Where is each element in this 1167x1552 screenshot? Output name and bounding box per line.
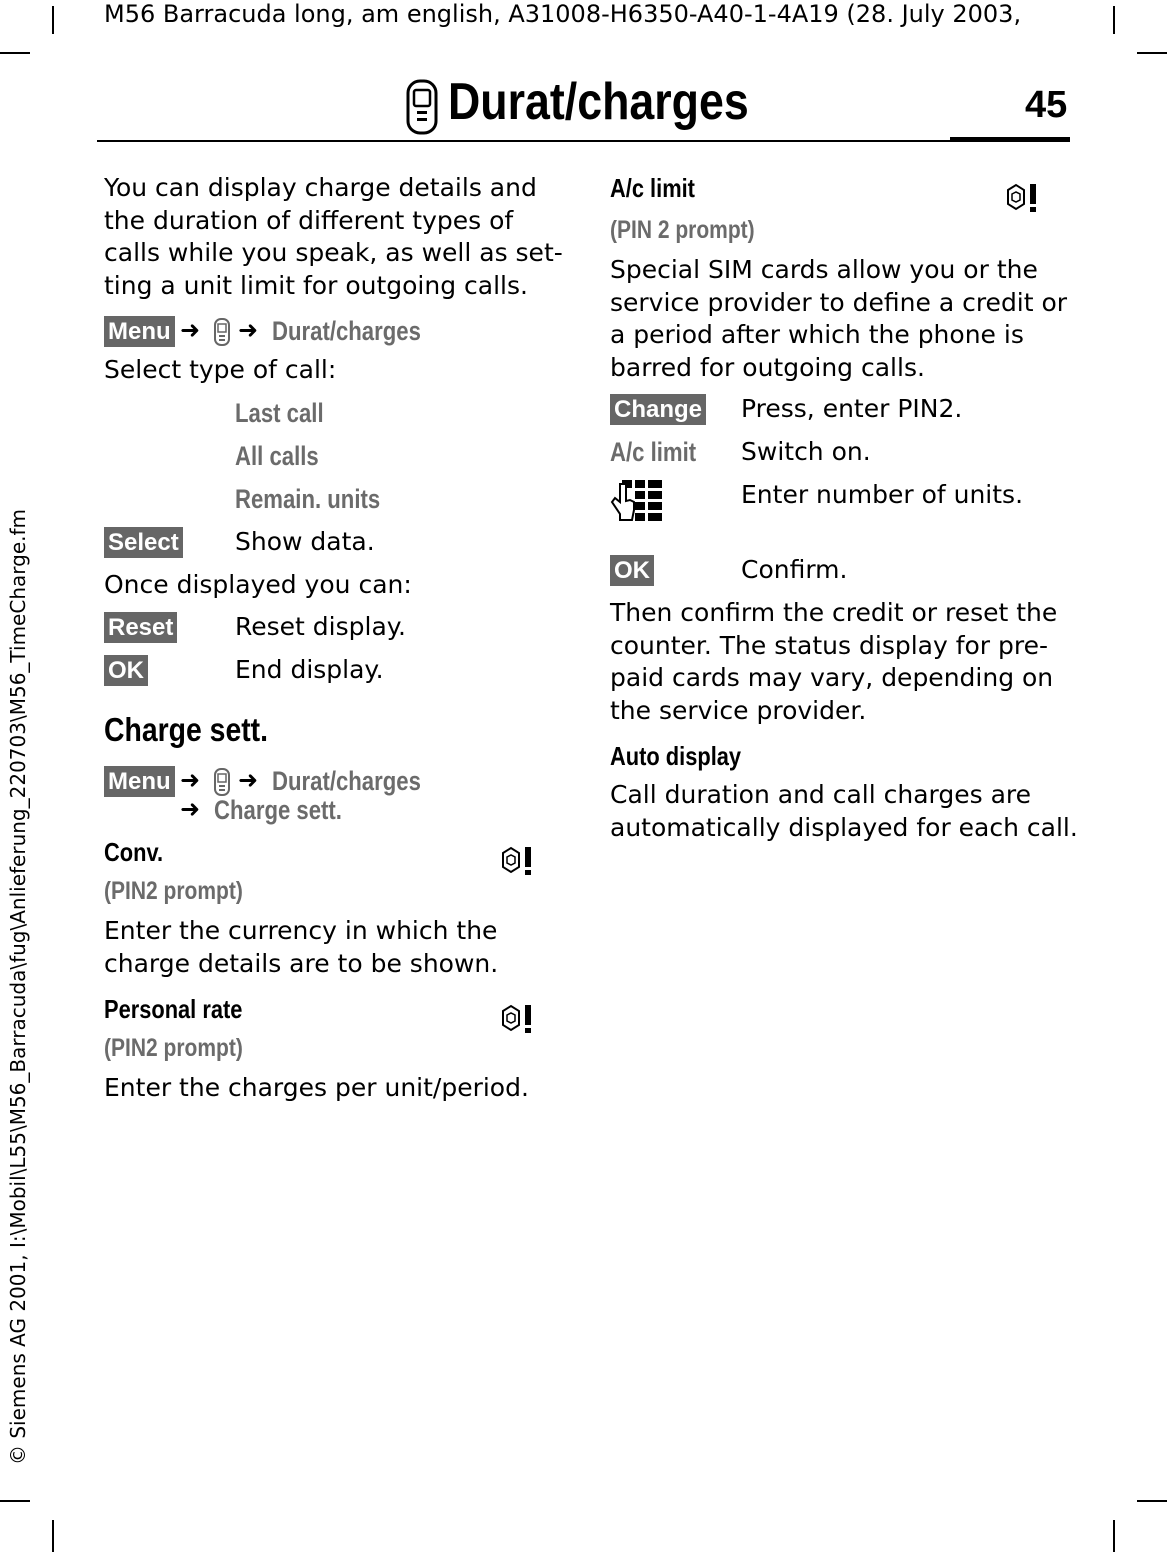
conv-prompt: (PIN2 prompt) [104, 877, 243, 905]
ok-desc: Confirm. [741, 555, 848, 584]
page-number-rule [950, 137, 1070, 142]
limit-prompt: (PIN 2 prompt) [610, 216, 755, 244]
text-line: You can display charge details and [104, 173, 537, 202]
text-line: service provider to define a credit or [610, 287, 1068, 317]
running-head: M56 Barracuda long, am english, A31008-H6350-A40-1-4A19 (28. July 2003, [104, 0, 1022, 28]
arrow-icon: ➜ [238, 766, 259, 794]
auto-title: Auto display [610, 741, 742, 771]
arrow-icon: ➜ [180, 795, 201, 823]
crop-mark [1113, 1520, 1115, 1552]
menu-key: Menu [104, 766, 175, 797]
text-line: barred for outgoing calls. [610, 352, 925, 382]
text-line: Call duration and call charges are [610, 780, 1032, 809]
menu-target: Durat/charges [272, 766, 421, 796]
page-number: 45 [1025, 84, 1068, 126]
ok-desc: End display. [235, 655, 384, 684]
crop-mark [52, 6, 54, 34]
conv-text [104, 915, 498, 980]
menu-path-2 [104, 766, 544, 830]
limit-text [610, 254, 1067, 384]
select-key: Select [104, 527, 183, 558]
title-rule [97, 140, 1070, 142]
text-line: Then confirm the credit or reset the [610, 598, 1058, 627]
rate-title: Personal rate [104, 994, 243, 1024]
crop-mark [0, 1500, 30, 1502]
once-displayed-text: Once displayed you can: [104, 570, 412, 599]
crop-mark [1137, 52, 1167, 54]
arrow-icon: ➜ [180, 766, 201, 794]
keypad-desc: Enter number of units. [741, 480, 1024, 509]
keypad-icon [610, 480, 664, 538]
change-desc: Press, enter PIN2. [741, 394, 963, 423]
select-desc: Show data. [235, 527, 375, 556]
text-line: paid cards may vary, depending on [610, 663, 1054, 692]
side-margin-text: © Siemens AG 2001, I:\Mobil\L55\M56_Barracuda\fug\Anlieferung_220703\M56_TimeCharge.fm [6, 508, 30, 1465]
menu-key: Menu [104, 316, 175, 347]
select-type-text: Select type of call: [104, 355, 337, 384]
ok-key: OK [104, 655, 148, 686]
text-line: Special SIM cards allow you or the [610, 255, 1038, 284]
text-line: a period after which the phone is [610, 320, 1024, 349]
sim-warning-icon [497, 845, 539, 877]
limit-label: A/c limit [610, 437, 697, 467]
rate-prompt: (PIN2 prompt) [104, 1034, 243, 1062]
phone-icon [405, 78, 439, 136]
section-heading: Charge sett. [104, 711, 269, 748]
text-line: Enter the currency in which the [104, 916, 498, 945]
change-key: Change [610, 394, 706, 425]
call-type-item: Last call [235, 398, 324, 428]
text-line: calls while you speak, as well as set- [104, 238, 563, 267]
crop-mark [52, 1520, 54, 1552]
rate-text [104, 1072, 529, 1105]
crop-mark [1113, 6, 1115, 34]
text-line: automatically displayed for each call. [610, 812, 1078, 842]
text-line: counter. The status display for pre- [610, 630, 1049, 660]
sim-warning-icon [497, 1003, 539, 1035]
text-line: the duration of different types of [104, 205, 514, 235]
intro-paragraph [104, 172, 563, 302]
crop-mark [1137, 1500, 1167, 1502]
arrow-icon: ➜ [180, 316, 201, 344]
page-title: Durat/charges [448, 73, 749, 131]
ok-key: OK [610, 555, 654, 586]
phone-icon [213, 317, 231, 347]
then-paragraph [610, 597, 1057, 727]
auto-text [610, 779, 1078, 844]
limit-desc: Switch on. [741, 437, 871, 466]
arrow-icon: ➜ [238, 316, 259, 344]
text-line: the service provider. [610, 695, 867, 725]
limit-title: A/c limit [610, 173, 695, 203]
text-line: charge details are to be shown. [104, 948, 499, 978]
call-type-item: All calls [235, 441, 319, 471]
phone-icon [213, 767, 231, 797]
reset-key: Reset [104, 612, 177, 643]
text-line: ting a unit limit for outgoing calls. [104, 270, 528, 300]
call-type-item: Remain. units [235, 484, 381, 514]
sim-warning-icon [1002, 182, 1044, 214]
menu-target: Charge sett. [214, 795, 342, 825]
text-line: Enter the charges per unit/period. [104, 1073, 529, 1102]
reset-desc: Reset display. [235, 612, 406, 641]
menu-target: Durat/charges [272, 316, 421, 346]
conv-title: Conv. [104, 837, 164, 867]
